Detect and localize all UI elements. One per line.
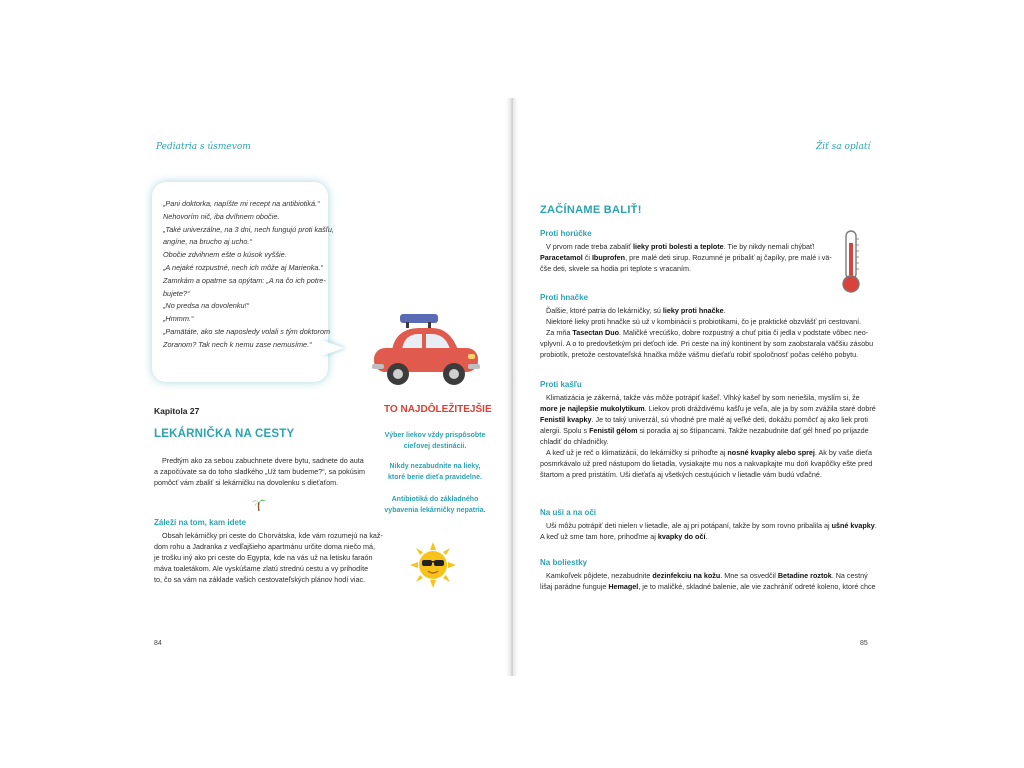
text-line: Paracetamol či Ibuprofen, pre malé deti sirup. Rozumné je pribaliť aj čapíky, pre malé i vä-	[540, 253, 832, 262]
dialogue-text	[163, 198, 334, 352]
sun-with-sunglasses-icon	[410, 542, 456, 588]
chapter-title: LEKÁRNIČKA NA CESTY	[154, 428, 295, 440]
dialogue-line: „No predsa na dovolenku!“	[163, 301, 249, 311]
tip-line: Výber liekov vždy prispôsobte	[384, 432, 486, 439]
text-line: Uši môžu potrápiť deti nielen v lietadle, ale aj pri potápaní, takže by som rovno pribalila aj ušné kvapky.	[546, 521, 877, 530]
page-title: ZAČÍNAME BALIŤ!	[540, 204, 642, 216]
text-line: posmrkávalo už pred nástupom do lietadla, vysiakajte mu nos a nakvapkajte mu doň kvapôčky ešte pred	[540, 459, 873, 468]
tip-item	[378, 495, 492, 516]
dialogue-line: „Hmmm.“	[163, 314, 194, 324]
text-line: je trošku iný ako pri ceste do Egypta, kde na vás už na letisku faraón	[154, 553, 373, 562]
text-line: Za mňa Tasectan Duo. Maličké vrecúško, dobre rozpustný a chuť pitia či jedla v podstate vôbec neo-	[546, 328, 869, 337]
dialogue-line: „A nejaké rozpustné, nech ich môže aj Marienka.“	[163, 262, 323, 272]
dialogue-line: „Také univerzálne, na 3 dni, nech fungujú proti kašľu,	[163, 224, 334, 234]
text-line: Obsah lekárničky pri ceste do Chorvátska, kde vám rozumejú na kaž-	[162, 531, 383, 540]
text-line: A keď už je reč o klimatizácii, do lekárničky si prihoďte aj nosné kvapky alebo sprej. Ak by vaše dieťa	[546, 448, 872, 457]
text-line: to, čo sa vám na základe vašich cestovateľských plánov hodí viac.	[154, 575, 366, 584]
text-line: dom rohu a Jadranka z vedľajšieho apartmánu určite doma niečo má,	[154, 542, 376, 551]
text-line: more je najlepšie mukolytikum. Liekov proti dráždivému kašľu je veľa, ale ja by som zvážila staré dobré	[540, 404, 876, 413]
text-line: pomôcť vám zbaliť si lekárničku na dovolenku s dieťaťom.	[154, 478, 339, 487]
section-heading: Proti hnačke	[540, 293, 589, 302]
dialogue-line: Zamrkám a opatrne sa opýtam: „A na čo ich potre-	[163, 275, 326, 285]
section-paragraph	[540, 305, 873, 360]
text-line: vplyvní. A o to predovšetkým pri deťoch ide. Pri ceste na iný kontinent by som zaobstarala väčšiu zásobu	[540, 339, 874, 348]
tips-heading: TO NAJDÔLEŽITEJŠIE	[384, 404, 492, 415]
text-line: alergii. Spolu s Fenistil gélom si poradia aj so štípancami. Takže nezabudnite dať gél hneď po príjazde	[540, 426, 869, 435]
section-heading: Proti kašľu	[540, 380, 582, 389]
section-paragraph	[154, 530, 383, 585]
dialogue-line: angíne, na brucho aj ucho.“	[163, 237, 252, 247]
book-gutter	[506, 98, 518, 676]
thermometer-icon	[838, 229, 864, 295]
running-head-left: Pediatria s úsmevom	[156, 142, 251, 152]
section-heading: Na boliestky	[540, 558, 588, 567]
tip-line: vybavenia lekárničky nepatria.	[384, 506, 486, 514]
page-number-left: 84	[154, 640, 162, 647]
dialogue-line: „Pani doktorka, napíšte mi recept na antibiotiká.“	[163, 199, 320, 208]
text-line: chladiť do chladničky.	[540, 437, 609, 446]
text-line: Niektoré lieky proti hnačke sú už v kombinácii s probiotikami, čo je praktické obzvlášť pri cestovaní.	[546, 317, 862, 326]
section-heading: Proti horúčke	[540, 229, 592, 238]
text-line: Klimatizácia je zákerná, takže vás môže potrápiť kašeľ. Vlhký kašeľ by som neriešila, myslím si, že	[546, 393, 860, 402]
dialogue-line: Zoranom? Tak nech k nemu zase nemusíme.“	[163, 339, 312, 349]
section-paragraph	[540, 570, 876, 592]
text-line: Fenistil kvapky. Je to taký univerzál, sú vhodné pre malé aj veľké deti, dokážu pomôcť aj ako liek proti	[540, 415, 869, 424]
text-line: štartom a pred pristátím. Uši dieťaťa aj všetkých cestujúcich v lietadle vám budú vďačné.	[540, 470, 822, 479]
car-with-roof-box-icon	[370, 312, 482, 390]
running-head-right: Žiť sa oplatí	[816, 142, 871, 152]
section-paragraph	[540, 520, 877, 542]
text-line: A keď už sme tam hore, prihoďme aj kvapky do očí.	[540, 532, 708, 541]
section-heading: Záleží na tom, kam idete	[154, 518, 247, 527]
text-line: Ďalšie, ktoré patria do lekárničky, sú lieky proti hnačke.	[546, 306, 726, 315]
dialogue-line: bujete?“	[163, 288, 190, 298]
section-heading: Na uši a na oči	[540, 508, 597, 517]
text-line: lišaj parádne funguje Hemagel, je to maličké, skladné balenie, ale vie zachrániť odreté koleno, ktoré chce	[540, 582, 876, 591]
intro-paragraph	[154, 455, 365, 488]
tip-line: Antibiotiká do základného	[391, 496, 479, 503]
text-line: V prvom rade treba zabaliť lieky proti bolesti a teplote. Tie by nikdy nemali chýbať!	[546, 242, 815, 251]
text-line: Predtým ako za sebou zabuchnete dvere bytu, sadnete do auta	[162, 456, 364, 465]
page-number-right: 85	[860, 640, 868, 647]
tip-line: Nikdy nezabudnite na lieky,	[389, 463, 481, 470]
section-paragraph	[540, 392, 876, 480]
text-line: čše deti, skvele sa hodia pri teplote s vracaním.	[540, 264, 692, 273]
chapter-label: Kapitola 27	[154, 406, 200, 416]
dialogue-line: Nehovorím nič, iba dvíhnem obočie.	[163, 211, 280, 221]
text-line: probiotík, pretože cestovateľská hnačka môže vášmu dieťaťu robiť spoločnosť počas celého pobytu.	[540, 350, 859, 359]
text-line: máva toaletákom. Ale vyskúšame zlatú strednú cestu a vy prihodíte	[154, 564, 369, 573]
palm-tree-icon	[252, 497, 266, 511]
tip-line: cieľovej destinácii.	[403, 442, 467, 450]
tip-item	[378, 431, 492, 452]
speech-bubble-tail	[322, 340, 344, 356]
section-paragraph	[540, 241, 832, 274]
text-line: a započúvate sa do toho sladkého „Už tam budeme?“, sa pokúsim	[154, 467, 365, 476]
dialogue-line: Obočie zdvihnem ešte o kúsok vyššie.	[163, 250, 287, 260]
tip-item	[378, 462, 492, 483]
text-line: Kamkoľvek pôjdete, nezabudnite dezinfekciu na kožu. Mne sa osvedčil Betadine roztok. Na cestný	[546, 571, 868, 580]
tip-line: ktoré berie dieťa pravidelne.	[387, 473, 482, 481]
dialogue-line: „Pamätáte, ako ste naposledy volali s tým doktorom	[163, 326, 331, 336]
